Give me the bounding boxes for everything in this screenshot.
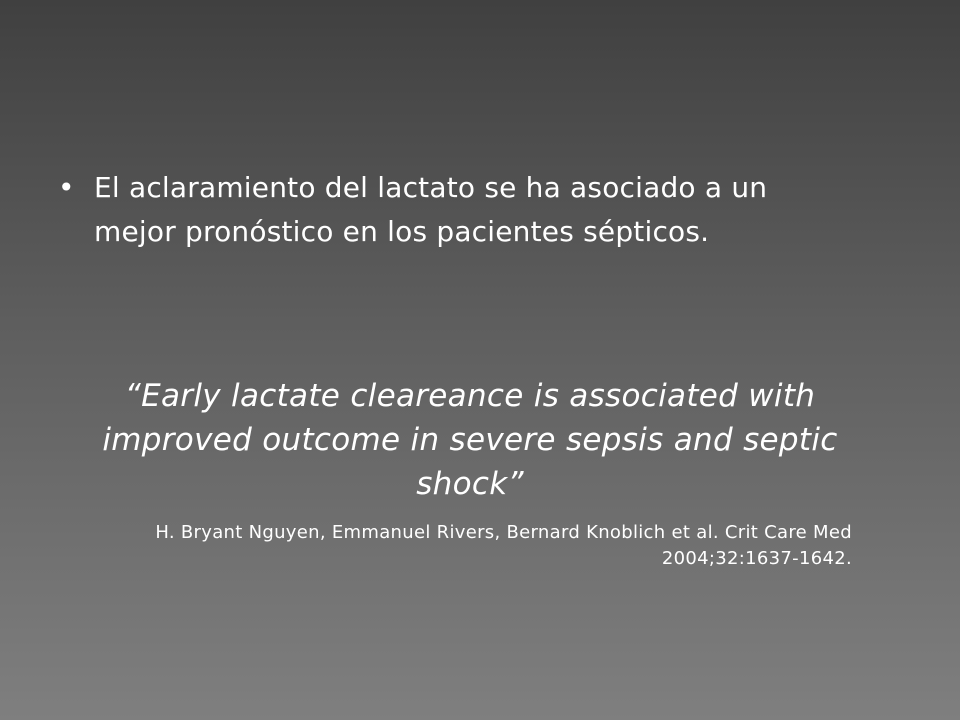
bullet-text: El aclaramiento del lactato se ha asociado a un mejor pronóstico en los pacientes sépticos. — [94, 171, 768, 248]
bullet-point — [58, 166, 858, 254]
quote-text: “Early lactate cleareance is associated with improved outcome in severe sepsis and septic shock” — [102, 378, 838, 502]
bullet-icon: • — [58, 171, 75, 204]
citation-text: H. Bryant Nguyen, Emmanuel Rivers, Bernard Knoblich et al. Crit Care Med 2004;32:1637-1642. — [155, 522, 852, 569]
